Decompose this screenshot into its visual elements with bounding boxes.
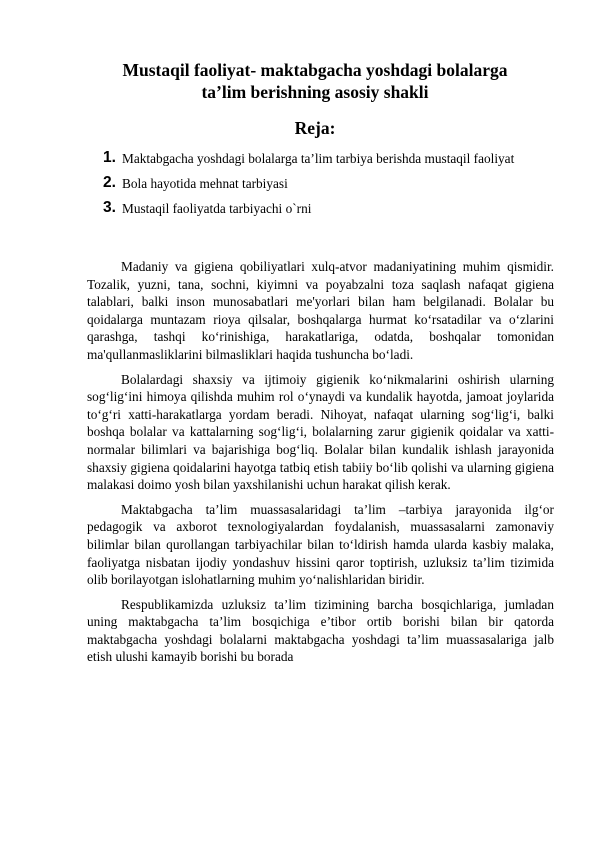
- plan-item: [103, 175, 553, 193]
- plan-item: [103, 150, 553, 168]
- body-paragraph: Maktabgacha ta’lim muassasalaridagi ta’lim –tarbiya jarayonida ilg‘or pedagogik va axborot texnologiyalardan foydalanish, muassasalarni zamonaviy bilimlar bilan qurollangan tarbiyachilar bilan to‘ldirish hamda ularda kasbiy malaka, faoliyatga nisbatan ijodiy yondashuv hissini qaror toptirish, uzluksiz ta’lim tizimida olib borilayotgan islohatlarning muhim yo‘nalishlaridan biridir.: [87, 501, 554, 588]
- plan-item-text: Bola hayotida mehnat tarbiyasi: [122, 176, 288, 191]
- body-paragraph: Bolalardagi shaxsiy va ijtimoiy gigienik ko‘nikmalarini oshirish ularning sog‘lig‘ini himoya qilishda muhim rol o‘ynaydi va kundalik hayotda, jamoat joylarida to‘g‘ri xatti-harakatlarga yordam beradi. Nihoyat, nafaqat ularning sog‘lig‘i, balki boshqa bolalar va kattalarning sog‘lig‘i, bolalarning zarur gigienik qoidalar va xatti-normalar bilimlari va bajarishiga bog‘liq. Bolalar bilan kundalik ishlash jarayonida shaxsiy gigiena qoidalarini hayotga tatbiq etish tabiiy bo‘lib qolishi va ularning gigiena malakasi doimo yosh bilan yaxshilanishi uchun harakat qilish kerak.: [87, 371, 554, 493]
- plan-list: [103, 150, 553, 225]
- plan-item: [103, 200, 553, 218]
- plan-item-number: 1.: [103, 149, 116, 166]
- plan-item-number: 2.: [103, 174, 116, 191]
- plan-item-text: Maktabgacha yoshdagi bolalarga ta’lim tarbiya berishda mustaqil faoliyat: [122, 151, 515, 166]
- body-paragraph: Madaniy va gigiena qobiliyatlari xulq-atvor madaniyatining muhim qismidir. Tozalik, yuzni, tana, sochni, kiyimni va poyabzalni toza saqlash nafaqat gigiena talablari, balki inson munosabatlari me'yorlari bilan ham belgilanadi. Bolalar bu qoidalarga muntazam rioya qilsalar, boshqalarga hurmat ko‘rsatadilar va o‘zlarini qarashga, tashqi ko‘rinishiga, harakatlariga, odatda, boshqalar tomonidan ma'qullanmasliklarini bilmasliklari haqida tushuncha bo‘ladi.: [87, 259, 554, 362]
- document-title-line-2: ta’lim berishning asosiy shakli: [201, 82, 429, 102]
- document-body: [87, 258, 554, 673]
- plan-item-number: 3.: [103, 199, 116, 216]
- body-paragraph: Respublikamizda uzluksiz ta’lim tizimining barcha bosqichlariga, jumladan uning maktabgacha ta’lim bosqichiga e’tibor ortib borishi bilan bir qatorda maktabgacha yoshdagi bolalarni maktabgacha yoshdagi ta’lim muassasalariga jalb etish ulushi kamayib borishi bu borada: [87, 596, 554, 665]
- plan-item-text: Mustaqil faoliyatda tarbiyachi o`rni: [122, 201, 312, 216]
- document-title-line-1: Mustaqil faoliyat- maktabgacha yoshdagi bolalarga: [122, 60, 508, 80]
- plan-heading: Reja:: [294, 118, 336, 138]
